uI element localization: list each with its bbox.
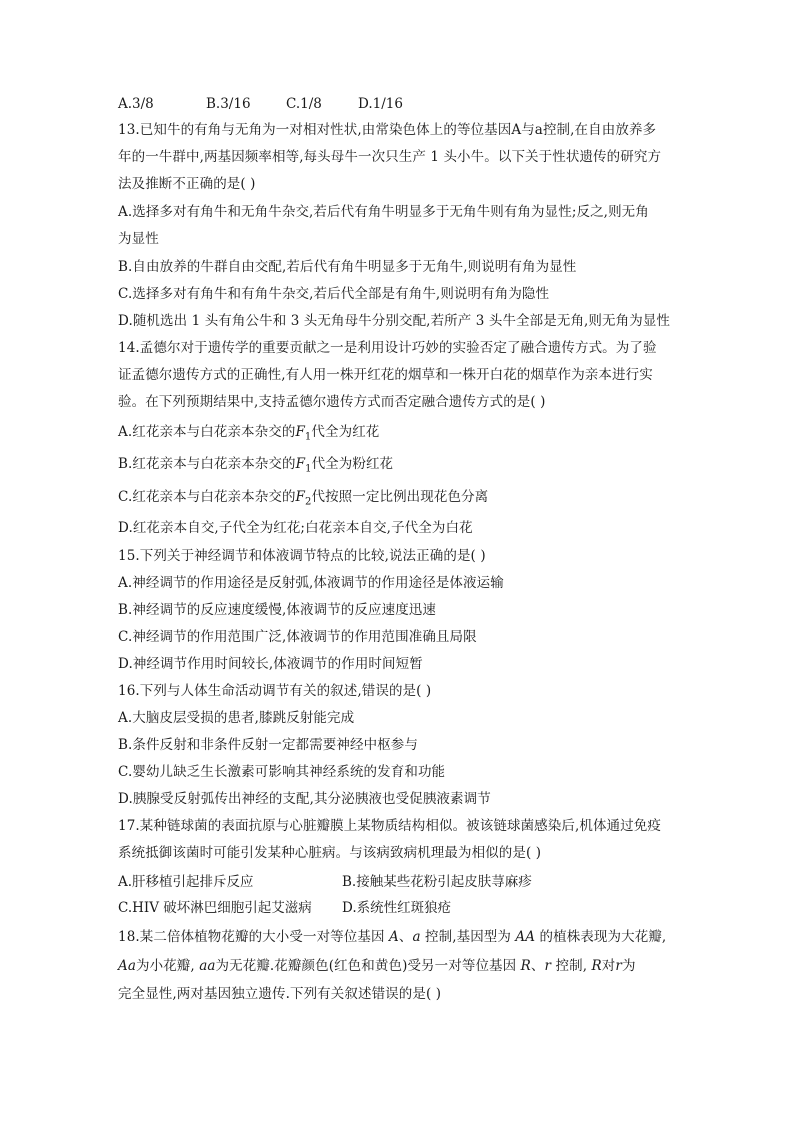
q16-option-b[interactable]: B.条件反射和非条件反射一定都需要神经中枢参与	[118, 737, 419, 753]
q18-var-R2: R	[591, 958, 602, 974]
q15-option-a[interactable]: A.神经调节的作用途径是反射弧,体液调节的作用途径是体液运输	[118, 575, 504, 591]
q18-text-1c: 控制,基因型为	[425, 929, 512, 945]
q12-option-b[interactable]: B.3/16	[206, 96, 251, 112]
q18-var-R: R	[520, 958, 531, 974]
q18-text-1d: 的植株表现为大花瓣,	[539, 929, 667, 945]
q13-option-b[interactable]: B.自由放养的牛群自由交配,若后代有角牛明显多于无角牛,则说明有角为显性	[118, 259, 577, 275]
q15-option-c[interactable]: C.神经调节的作用范围广泛,体液调节的作用范围准确且局限	[118, 629, 477, 645]
q16-stem: 16.下列与人体生命活动调节有关的叙述,错误的是( )	[118, 683, 432, 699]
q15-option-b[interactable]: B.神经调节的反应速度缓慢,体液调节的反应速度迅速	[118, 602, 437, 618]
q13-option-d[interactable]: D.随机选出 1 头有角公牛和 3 头无角母牛分别交配,若所产 3 头牛全部是无角,则无角为显性	[118, 313, 671, 329]
q14-option-a[interactable]	[118, 423, 379, 447]
q14-option-b[interactable]	[118, 455, 393, 479]
q18-text-2f: 为	[621, 958, 636, 974]
q18-text-2c: 、	[530, 958, 545, 974]
q18-text-1b: 、	[398, 929, 413, 945]
q14-option-b-sub: 1	[305, 463, 312, 475]
q14-stem-line-3: 验。在下列预期结果中,支持孟德尔遗传方式而否定融合遗传方式的是( )	[118, 394, 546, 410]
q14-option-c-f: F	[295, 489, 306, 505]
q12-option-c[interactable]: C.1/8	[286, 96, 322, 112]
q18-text-2e: 对	[601, 958, 616, 974]
q15-option-d[interactable]: D.神经调节作用时间较长,体液调节的作用时间短暂	[118, 656, 423, 672]
q14-option-d[interactable]: D.红花亲本自交,子代全为红花;白花亲本自交,子代全为白花	[118, 520, 473, 536]
q16-option-c[interactable]: C.婴幼儿缺乏生长激素可影响其神经系统的发育和功能	[118, 764, 446, 780]
q18-var-Aa: Aa	[118, 958, 136, 974]
q17-option-c[interactable]: C.HIV 破坏淋巴细胞引起艾滋病	[118, 900, 312, 916]
q13-option-c[interactable]: C.选择多对有角牛和有角牛杂交,若后代全部是有角牛,则说明有角为隐性	[118, 286, 550, 302]
q18-var-a: a	[412, 929, 421, 945]
q17-option-d[interactable]: D.系统性红斑狼疮	[342, 900, 452, 916]
q17-stem-line-1: 17.某种链球菌的表面抗原与心脏瓣膜上某物质结构相似。被该链球菌感染后,机体通过免疫	[118, 818, 661, 834]
q13-stem-line-2: 年的一牛群中,两基因频率相等,每头母牛一次只生产 1 头小牛。以下关于性状遗传的研究方	[118, 149, 662, 165]
q13-stem-line-3: 法及推断不正确的是( )	[118, 176, 256, 192]
q18-var-A: A	[388, 929, 399, 945]
q14-option-a-prefix: A.红花亲本与白花亲本杂交的	[118, 424, 296, 440]
q17-option-a[interactable]: A.肝移植引起排斥反应	[118, 874, 254, 890]
q14-option-b-suffix: 代全为粉红花	[311, 456, 394, 472]
q18-text-2a: 为小花瓣,	[136, 958, 195, 974]
q18-text-2d: 控制,	[555, 958, 588, 974]
q18-var-r2: r	[615, 958, 622, 974]
q16-option-a[interactable]: A.大脑皮层受损的患者,膝跳反射能完成	[118, 710, 355, 726]
q12-option-d[interactable]: D.1/16	[358, 96, 403, 112]
q12-option-a[interactable]: A.3/8	[118, 96, 154, 112]
q14-option-c[interactable]	[118, 488, 488, 512]
q15-stem: 15.下列关于神经调节和体液调节特点的比较,说法正确的是( )	[118, 548, 486, 564]
q16-option-d[interactable]: D.胰腺受反射弧传出神经的支配,其分泌胰液也受促胰液素调节	[118, 791, 491, 807]
q14-option-c-suffix: 代按照一定比例出现花色分离	[311, 489, 489, 505]
q13-option-a-line-1[interactable]: A.选择多对有角牛和无角牛杂交,若后代有角牛明显多于无角牛则有角为显性;反之,则无角	[118, 204, 649, 220]
q13-option-a-line-2[interactable]: 为显性	[118, 231, 159, 247]
q14-stem-line-2: 证孟德尔遗传方式的正确性,有人用一株开红花的烟草和一株开白花的烟草作为亲本进行实	[118, 367, 653, 383]
q14-option-c-prefix: C.红花亲本与白花亲本杂交的	[118, 489, 296, 505]
q18-stem-line-2	[118, 957, 636, 975]
q18-stem-line-1	[118, 928, 666, 946]
q14-option-b-f: F	[295, 456, 306, 472]
q17-stem-line-2: 系统抵御该菌时可能引发某种心脏病。与该病致病机理最为相似的是( )	[118, 845, 542, 861]
q18-var-aa: aa	[199, 958, 216, 974]
q18-text-1a: 18.某二倍体植物花瓣的大小受一对等位基因	[118, 929, 385, 945]
q14-option-a-suffix: 代全为红花	[311, 424, 380, 440]
q14-option-a-sub: 1	[304, 431, 312, 443]
q14-option-b-prefix: B.红花亲本与白花亲本杂交的	[118, 456, 296, 472]
q14-option-c-sub: 2	[305, 496, 312, 508]
q18-stem-line-3: 完全显性,两对基因独立遗传.下列有关叙述错误的是( )	[118, 986, 442, 1002]
q17-option-b[interactable]: B.接触某些花粉引起皮肤荨麻疹	[342, 874, 532, 890]
q14-stem-line-1: 14.孟德尔对于遗传学的重要贡献之一是利用设计巧妙的实验否定了融合遗传方式。为了验	[118, 340, 657, 356]
q18-var-r: r	[544, 958, 552, 974]
q18-text-2b: 为无花瓣.花瓣颜色(红色和黄色)受另一对等位基因	[215, 958, 517, 974]
q13-stem-line-1: 13.已知牛的有角与无角为一对相对性状,由常染色体上的等位基因A与a控制,在自由放养多	[118, 122, 657, 138]
q14-option-a-f: F	[295, 424, 305, 440]
q18-var-AA: AA	[515, 929, 536, 945]
